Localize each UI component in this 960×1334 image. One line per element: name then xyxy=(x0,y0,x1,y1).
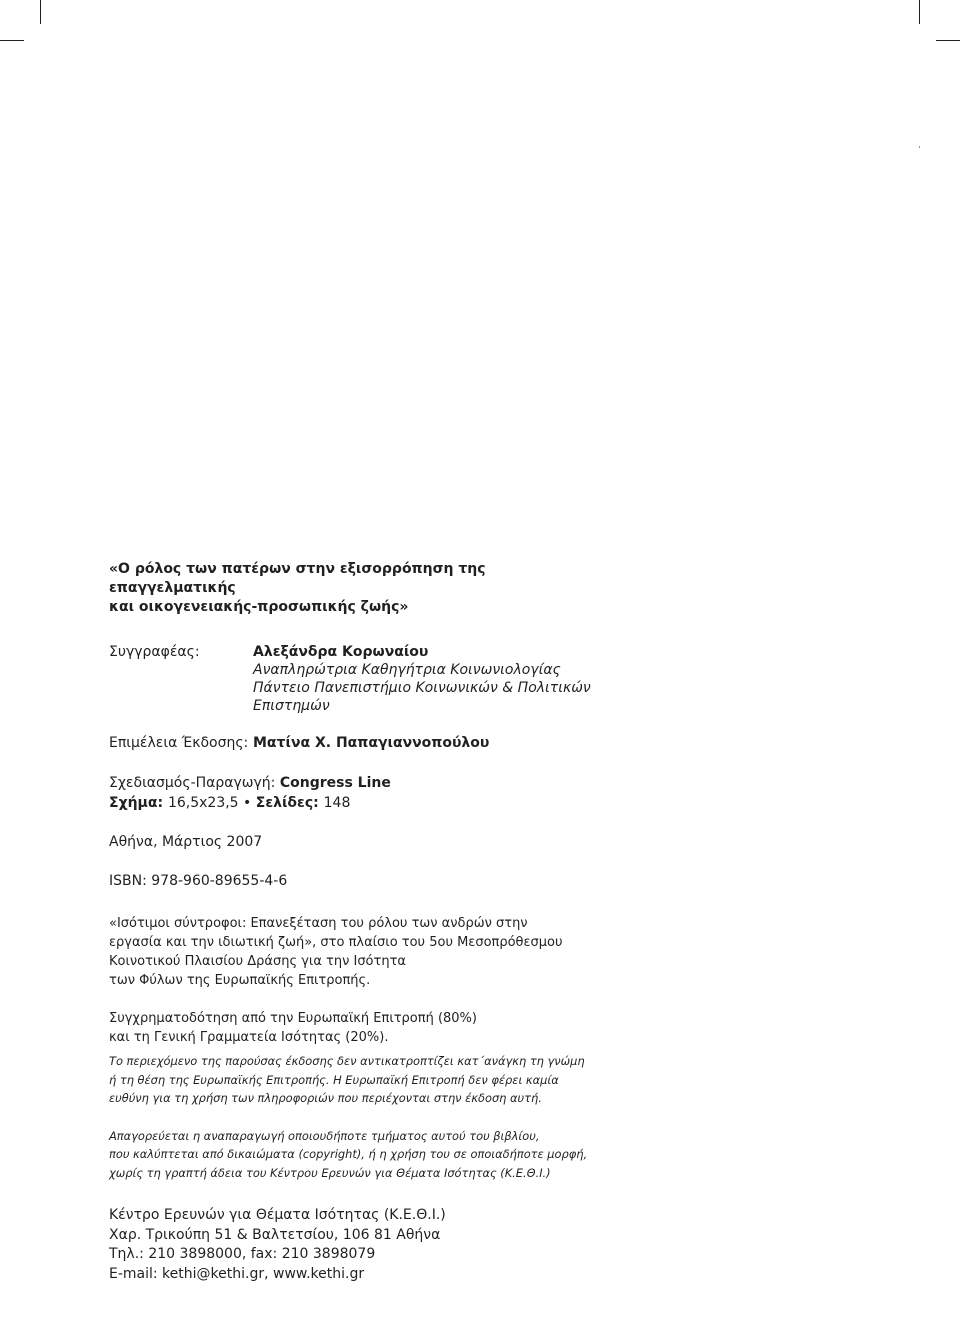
design-value: Congress Line xyxy=(279,775,391,791)
publisher-name: Κέντρο Ερευνών για Θέματα Ισότητας (Κ.Ε.Θ.Ι.) xyxy=(109,1207,446,1223)
project-line-2: εργασία και την ιδιωτική ζωή», στο πλαίσιο του 5ου Μεσοπρόθεσμου xyxy=(109,935,563,950)
isbn: ISBN: 978-960-89655-4-6 xyxy=(109,873,288,889)
book-title xyxy=(109,560,609,617)
project-line-4: των Φύλων της Ευρωπαϊκής Επιτροπής. xyxy=(109,973,371,988)
project-description xyxy=(109,914,929,990)
copyright-line-3: χωρίς τη γραπτή άδεια του Κέντρου Ερευνών για Θέματα Ισότητας (Κ.Ε.Θ.Ι.) xyxy=(109,1165,551,1180)
place-date: Αθήνα, Μάρτιος 2007 xyxy=(109,834,263,850)
publisher-address: Χαρ. Τρικούπη 51 & Βαλτετσίου, 106 81 Αθήνα xyxy=(109,1226,441,1243)
publisher-info xyxy=(109,1206,929,1284)
author-affiliation-line-2: Επιστημών xyxy=(253,698,330,714)
disclaimer xyxy=(109,1052,929,1108)
copyright-line-2: που καλύπτεται από δικαιώματα (copyright), ή η χρήση του σε οποιαδήποτε μορφή, xyxy=(109,1147,588,1161)
colophon xyxy=(109,560,929,1284)
publisher-email-web: E-mail: kethi@kethi.gr, www.kethi.gr xyxy=(109,1265,365,1282)
disclaimer-line-3: ευθύνη για τη χρήση των πληροφοριών που περιέχονται στην έκδοση αυτή. xyxy=(109,1091,542,1105)
author-role: Αναπληρώτρια Καθηγήτρια Κοινωνιολογίας xyxy=(253,662,561,678)
disclaimer-line-1: Το περιεχόμενο της παρούσας έκδοσης δεν αντικατροπτίζει κατ΄ανάγκη τη γνώμη xyxy=(109,1054,585,1068)
pages-label: Σελίδες: xyxy=(255,795,324,811)
project-line-1: «Ισότιμοι σύντροφοι: Επανεξέταση του ρόλου των ανδρών στην xyxy=(109,916,528,931)
book-title-line-2: και οικογενειακής-προσωπικής ζωής» xyxy=(109,599,409,615)
design-label: Σχεδιασμός-Παραγωγή: xyxy=(109,775,280,791)
crop-mark-top-left-horizontal xyxy=(0,40,24,41)
funding-statement xyxy=(109,1009,929,1047)
author-name: Αλεξάνδρα Κορωναίου xyxy=(253,644,429,660)
format-pages-separator: • xyxy=(238,795,256,811)
editor-label: Επιμέλεια Έκδοσης: xyxy=(109,735,249,751)
book-title-line-1: «Ο ρόλος των πατέρων στην εξισορρόπηση της επαγγελματικής xyxy=(109,561,486,596)
copyright-line-1: Απαγορεύεται η αναπαραγωγή οποιουδήποτε τμήματος αυτού του βιβλίου, xyxy=(109,1128,540,1143)
pages-value: 148 xyxy=(323,795,351,811)
funding-line-1: Συγχρηματοδότηση από την Ευρωπαϊκή Επιτροπή (80%) xyxy=(109,1011,477,1026)
author-label: Συγγραφέας: xyxy=(109,644,200,660)
author-details xyxy=(253,643,929,715)
project-line-3: Κοινοτικού Πλαισίου Δράσης για την Ισότητα xyxy=(109,954,406,969)
publisher-phone: Τηλ.: 210 3898000, fax: 210 3898079 xyxy=(109,1246,376,1262)
funding-line-2: και τη Γενική Γραμματεία Ισότητας (20%). xyxy=(109,1030,389,1045)
crop-mark-top-left-vertical xyxy=(40,0,41,24)
format-pages-line xyxy=(109,793,929,813)
editor-name: Ματίνα Χ. Παπαγιαννοπούλου xyxy=(253,735,490,751)
design-production-line xyxy=(109,773,929,793)
format-label: Σχήμα: xyxy=(109,795,168,811)
disclaimer-line-2: ή τη θέση της Ευρωπαϊκής Επιτροπής. Η Ευρωπαϊκή Επιτροπή δεν φέρει καμία xyxy=(109,1072,559,1087)
author-credit xyxy=(109,643,929,715)
format-value: 16,5x23,5 xyxy=(167,795,239,811)
crop-mark-top-right-horizontal xyxy=(936,40,960,41)
production-info xyxy=(109,773,929,813)
crop-mark-top-right-vertical xyxy=(919,0,920,24)
copyright-notice xyxy=(109,1127,929,1183)
crop-mark-dot xyxy=(919,146,920,148)
author-affiliation-line-1: Πάντειο Πανεπιστήμιο Κοινωνικών & Πολιτικών xyxy=(253,680,591,696)
editor-credit xyxy=(109,734,929,752)
